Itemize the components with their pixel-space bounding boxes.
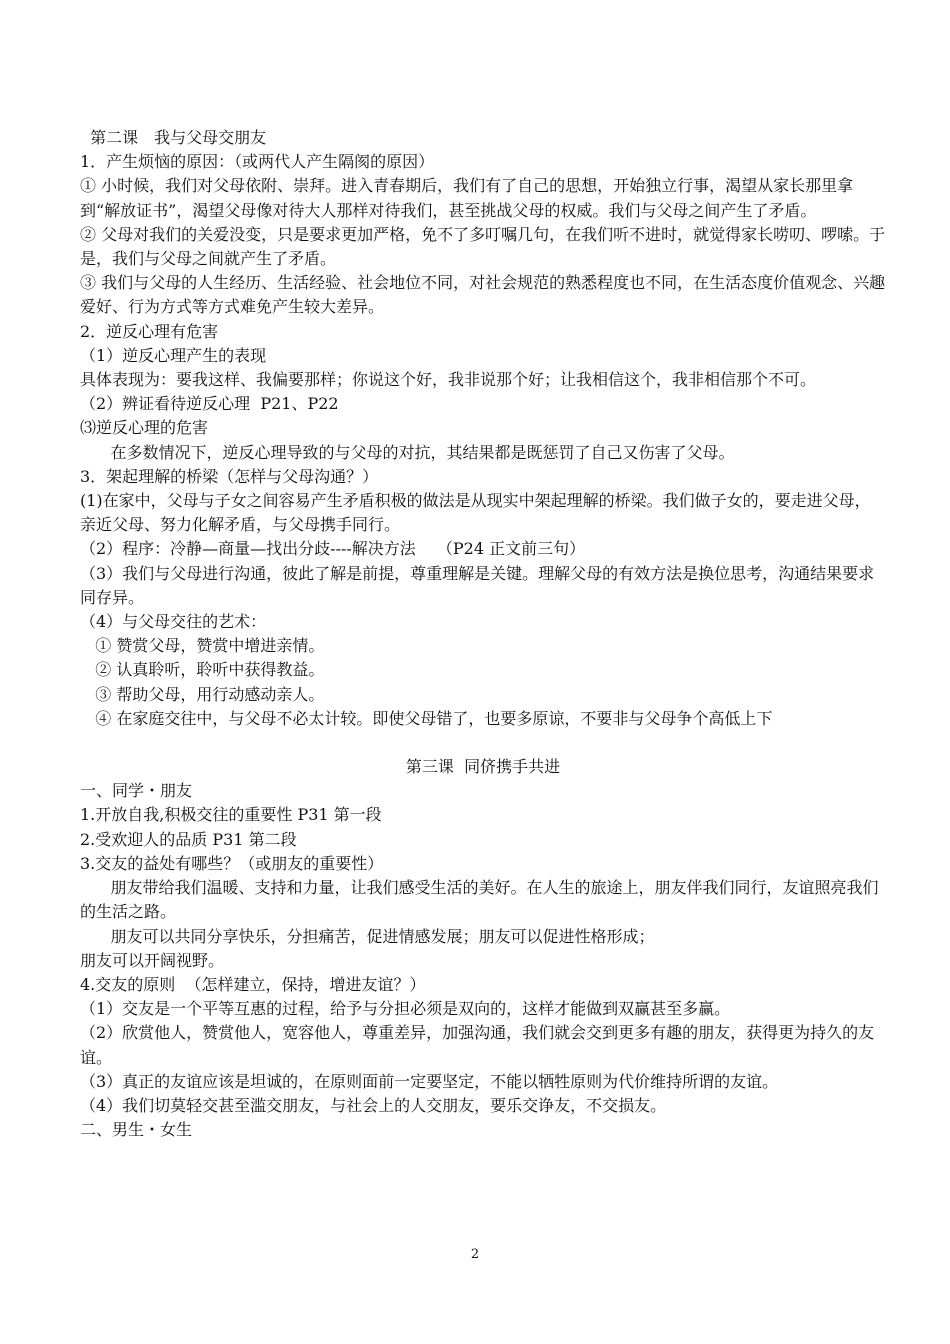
document-body — [80, 126, 886, 1142]
lesson3-line: 3.交友的益处有哪些？（或朋友的重要性） — [80, 853, 384, 873]
lesson2-line: ③ 帮助父母，用行动感动亲人。 — [80, 684, 325, 704]
lesson2-line: （3）我们与父母进行沟通，彼此了解是前提，尊重理解是关键。理解父母的有效方法是换位思考，沟通结果要求同存异。 — [80, 563, 875, 607]
lesson3-line: （1）交友是一个平等互惠的过程，给予与分担必须是双向的，这样才能做到双赢甚至多赢。 — [80, 999, 731, 1019]
lesson3-line: （2）欣赏他人，赞赏他人，宽容他人，尊重差异，加强沟通，我们就会交到更多有趣的朋友，获得更为持久的友谊。 — [80, 1023, 875, 1067]
lesson3-line: 2.受欢迎人的品质 P31 第二段 — [80, 829, 297, 849]
lesson2-line: ③ 我们与父母的人生经历、生活经验、社会地位不同，对社会规范的熟悉程度也不同，在生活态度价值观念、兴趣爱好、行为方式等方式难免产生较大差异。 — [80, 273, 886, 317]
lesson3-line: 朋友带给我们温暖、支持和力量，让我们感受生活的美好。在人生的旅途上，朋友伴我们同行，友谊照亮我们的生活之路。 — [80, 878, 879, 922]
lesson2-line: 在多数情况下，逆反心理导致的与父母的对抗，其结果都是既惩罚了自己又伤害了父母。 — [80, 442, 735, 462]
lesson3-title: 第三课 同侪携手共进 — [405, 757, 561, 777]
lesson3-line: 二、男生・女生 — [80, 1120, 193, 1140]
lesson2-line: ⑶逆反心理的危害 — [80, 418, 209, 438]
lesson2-line: 具体表现为：要我这样、我偏要那样；你说这个好，我非说那个好；让我相信这个，我非相信那个不可。 — [80, 370, 817, 390]
lesson3-line: （3）真正的友谊应该是坦诚的，在原则面前一定要坚定，不能以牺牲原则为代价维持所谓的友谊。 — [80, 1071, 779, 1091]
lesson2-line: ① 小时候，我们对父母依附、崇拜。进入青春期后，我们有了自己的思想，开始独立行事，渴望从家长那里拿到“解放证书”，渴望父母像对待大人那样对待我们，甚至挑战父母的权威。我们与父母之间产生了矛盾。 — [80, 176, 854, 220]
lesson2-line: （1）逆反心理产生的表现 — [80, 345, 267, 365]
lesson2-line: ② 父母对我们的关爱没变，只是要求更加严格，免不了多叮嘱几句，在我们听不进时，就觉得家长唠叨、啰嗦。于是，我们与父母之间就产生了矛盾。 — [80, 224, 886, 269]
lesson2-line: ① 赞赏父母，赞赏中增进亲情。 — [80, 636, 325, 656]
section-gap — [80, 731, 886, 755]
lesson2-line: （2）辨证看待逆反心理 P21、P22 — [80, 394, 339, 414]
lesson2-line: 2．逆反心理有危害 — [80, 321, 219, 341]
lesson2-title: 第二课 我与父母交朋友 — [80, 128, 267, 147]
lesson2-line: 3．架起理解的桥梁（怎样与父母沟通？） — [80, 466, 379, 486]
lesson2-line: （4）与父母交往的艺术： — [80, 612, 267, 632]
lesson3-line: 一、同学・朋友 — [80, 781, 193, 801]
lesson3-line: 朋友可以开阔视野。 — [80, 950, 225, 970]
lesson3-line: 1.开放自我,积极交往的重要性 P31 第一段 — [80, 805, 382, 825]
lesson2-line: (1)在家中，父母与子女之间容易产生矛盾积极的做法是从现实中架起理解的桥梁。我们做子女的，要走进父母，亲近父母、努力化解矛盾，与父母携手同行。 — [80, 491, 871, 535]
lesson2-line: ④ 在家庭交往中，与父母不必太计较。即使父母错了，也要多原谅，不要非与父母争个高低上下 — [80, 708, 773, 728]
page-number: 2 — [470, 1247, 480, 1262]
lesson3-line: 4.交友的原则 （怎样建立，保持，增进友谊？） — [80, 974, 426, 994]
lesson2-line: ② 认真聆听，聆听中获得教益。 — [80, 660, 325, 680]
lesson3-line: 朋友可以共同分享快乐，分担痛苦，促进情感发展；朋友可以促进性格形成； — [80, 926, 655, 946]
lesson2-line: （2）程序：冷静—商量—找出分歧----解决方法 （P24 正文前三句） — [80, 539, 586, 559]
lesson2-line: 1．产生烦恼的原因：（或两代人产生隔阂的原因） — [80, 152, 435, 172]
lesson3-line: （4）我们切莫轻交甚至滥交朋友，与社会上的人交朋友，要乐交诤友，不交损友。 — [80, 1095, 667, 1115]
